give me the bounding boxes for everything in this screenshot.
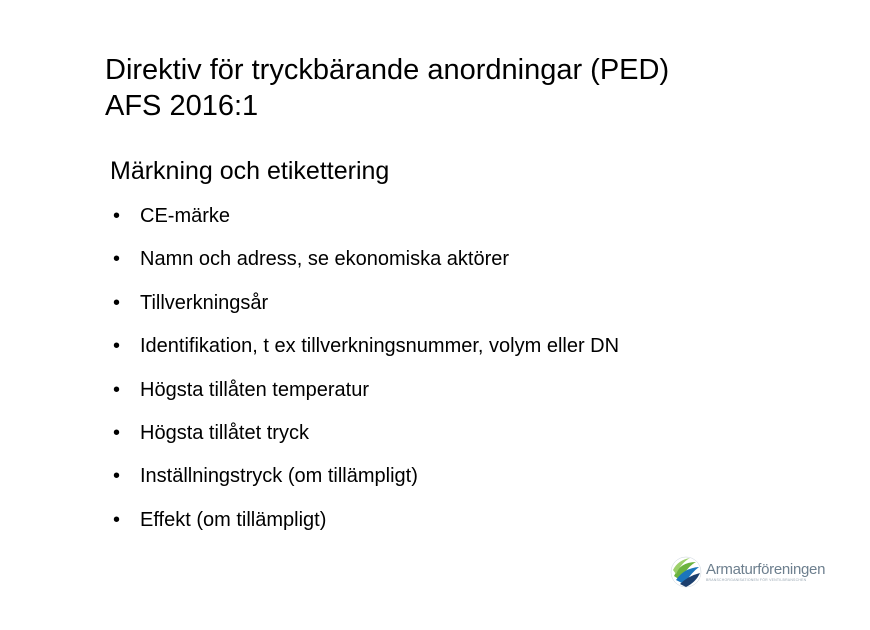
bullet-dot: • <box>113 335 121 358</box>
bullet-dot: • <box>113 421 121 444</box>
armaturforeningen-logo <box>670 556 825 588</box>
bullet-dot: • <box>113 378 121 401</box>
bullet-text: Inställningstryck (om tillämpligt) <box>140 465 418 488</box>
bullet-item <box>113 505 619 548</box>
bullet-item <box>113 331 619 374</box>
bullet-dot: • <box>113 465 121 488</box>
bullet-text: Effekt (om tillämpligt) <box>140 508 327 531</box>
section-heading: Märkning och etikettering <box>110 157 390 185</box>
slide-title <box>105 52 669 124</box>
title-line-1: Direktiv för tryckbärande anordningar (PED) <box>105 54 670 86</box>
bullet-text: CE-märke <box>140 205 231 227</box>
bullet-item <box>113 244 619 287</box>
logo-name: Armaturföreningen <box>706 560 826 578</box>
bullet-dot: • <box>113 205 121 227</box>
bullet-dot: • <box>113 248 121 271</box>
bullet-text: Högsta tillåtet tryck <box>140 421 309 444</box>
title-line-2: AFS 2016:1 <box>105 90 259 122</box>
bullet-item <box>113 375 619 418</box>
bullet-list <box>113 201 619 548</box>
bullet-item <box>113 201 619 244</box>
logo-tagline: BRANSCHORGANISATIONEN FÖR VENTILBRANSCHEN <box>706 577 807 582</box>
bullet-item <box>113 418 619 461</box>
bullet-dot: • <box>113 291 121 314</box>
bullet-text: Tillverkningsår <box>140 291 269 314</box>
globe-logo-icon <box>670 556 702 588</box>
bullet-text: Högsta tillåten temperatur <box>140 378 370 401</box>
bullet-text: Identifikation, t ex tillverkningsnummer, volym eller DN <box>140 335 620 358</box>
bullet-dot: • <box>113 508 121 531</box>
bullet-item <box>113 461 619 504</box>
logo-text <box>706 562 825 583</box>
bullet-text: Namn och adress, se ekonomiska aktörer <box>140 248 510 271</box>
bullet-item <box>113 288 619 331</box>
